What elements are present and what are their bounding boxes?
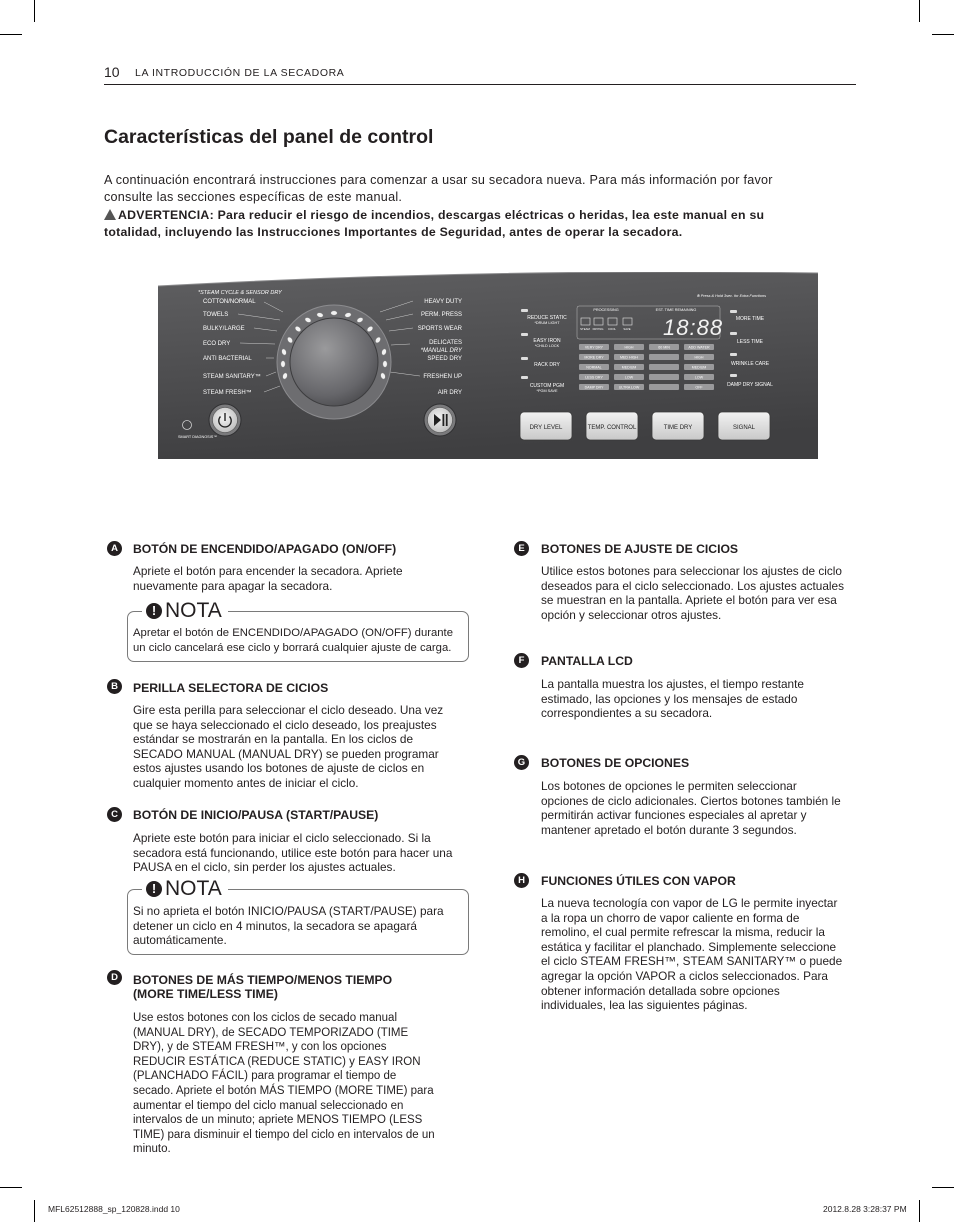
svg-text:*CHILD LOCK: *CHILD LOCK xyxy=(534,344,560,348)
warning-icon xyxy=(104,209,116,220)
svg-text:WRINKLE CARE: WRINKLE CARE xyxy=(730,361,770,367)
crop-mark xyxy=(0,34,22,35)
item-body: La nueva tecnología con vapor de LG le permite inyectar a la ropa un chorro de vapor caliente en forma de remolino, el cual permite refrescar la misma, reducir la estática y facilitar el planchado. Simplemente seleccione el ciclo STEAM FRESH™, STEAM SANITARY™ o puede agregar la opción VAPOR a ciclos seleccionados. Para obtener información detallada sobre opciones individuales, lea las siguientes páginas. xyxy=(541,896,843,1013)
level-label: 60 MIN xyxy=(658,345,670,350)
cycle-label: COTTON/NORMAL xyxy=(203,299,256,305)
level-label: MED HIGH xyxy=(620,355,638,360)
page-title: Características del panel de control xyxy=(104,126,434,148)
item-body: La pantalla muestra los ajustes, el tiempo restante estimado, las opciones y los mensajes de estado correspondientes a su secadora. xyxy=(541,677,804,721)
level-label: HIGH xyxy=(624,345,634,350)
cycle-label: TOWELS xyxy=(203,312,229,318)
svg-text:MORE TIME: MORE TIME xyxy=(735,316,765,322)
footer-timestamp: 2012.8.28 3:28:37 PM xyxy=(823,1204,907,1214)
note-box xyxy=(127,599,469,662)
warning-text: ADVERTENCIA: Para reducir el riesgo de incendios, descargas eléctricas o heridas, lea este manual en su totalidad, incluyendo las Instrucciones Importantes de Seguridad, antes de operar la secadora. xyxy=(104,208,765,239)
note-text: Si no aprieta el botón INICIO/PAUSA (START/PAUSE) para detener un ciclo en 4 minutos, la secadora se apagará automáticamente. xyxy=(133,904,444,948)
display-label: EST. TIME REMAINING xyxy=(655,308,697,312)
hold-note: ✻ Press & Hold 3sec. for Extra Functions xyxy=(696,294,766,298)
exclamation-icon: ! xyxy=(146,881,162,897)
svg-text:SMART DIAGNOSIS™: SMART DIAGNOSIS™ xyxy=(178,435,218,439)
panel-cycle-note: *STEAM CYCLE & SENSOR DRY xyxy=(198,290,282,296)
power-button[interactable] xyxy=(209,404,241,436)
cycle-label: DELICATES xyxy=(429,340,462,346)
level-label: ULTRA LOW xyxy=(618,385,640,390)
signal-button[interactable] xyxy=(718,412,770,440)
item-body: Utilice estos botones para seleccionar los ajustes de ciclo deseados para el ciclo seleccionado. Los ajustes actuales se muestran en la pantalla. Apriete el botón para ver esa opción y seleccionar otros ajustes. xyxy=(541,564,844,622)
svg-text:TEMP. CONTROL: TEMP. CONTROL xyxy=(587,425,637,431)
item-badge-g: G xyxy=(514,755,529,770)
intro-paragraph: A continuación encontrará instrucciones para comenzar a usar su secadora nueva. Para más información por favor consulte las secciones específicas de este manual. xyxy=(104,173,773,204)
svg-text:RACK DRY: RACK DRY xyxy=(534,362,560,368)
svg-text:EASY IRON: EASY IRON xyxy=(533,338,561,344)
svg-text:REDUCE STATIC: REDUCE STATIC xyxy=(527,315,567,321)
time-dry-button[interactable] xyxy=(652,412,704,440)
note-box xyxy=(127,877,469,955)
svg-text:*DRUM LIGHT: *DRUM LIGHT xyxy=(534,321,560,325)
section-label: LA INTRODUCCIÓN DE LA SECADORA xyxy=(135,67,345,79)
process-icon-label: STEAM xyxy=(580,327,590,331)
process-icon-label: DRYING xyxy=(592,327,604,331)
crop-mark xyxy=(0,1187,22,1188)
cycle-label: AIR DRY xyxy=(437,390,462,396)
crop-mark xyxy=(932,34,954,35)
item-heading: BOTÓN DE INICIO/PAUSA (START/PAUSE) xyxy=(133,808,379,822)
item-heading: FUNCIONES ÚTILES CON VAPOR xyxy=(541,874,736,888)
level-label: DAMP DRY xyxy=(584,385,604,390)
note-title: ! NOTA xyxy=(142,877,228,901)
running-head xyxy=(104,64,856,85)
warning-paragraph xyxy=(104,207,816,241)
svg-text:LESS TIME: LESS TIME xyxy=(736,339,764,345)
level-label: MEDIUM xyxy=(621,365,637,370)
item-body: Apriete el botón para encender la secadora. Apriete nuevamente para apagar la secadora. xyxy=(133,564,403,593)
temp-control-button[interactable] xyxy=(586,412,638,440)
cycle-label: FRESHEN UP xyxy=(423,374,462,380)
control-panel-illustration xyxy=(158,272,818,459)
svg-text:*PGM SAVE: *PGM SAVE xyxy=(536,389,558,393)
level-label: LOW xyxy=(694,375,704,380)
item-heading: BOTONES DE OPCIONES xyxy=(541,756,690,770)
cycle-label: ANTI BACTERIAL xyxy=(203,356,252,362)
svg-text:DAMP DRY SIGNAL: DAMP DRY SIGNAL xyxy=(727,382,773,388)
cycle-label: STEAM SANITARY™ xyxy=(203,374,261,380)
level-label: HIGH xyxy=(694,355,704,360)
level-label: VERY DRY xyxy=(584,345,604,350)
item-badge-e: E xyxy=(514,541,529,556)
item-body: Los botones de opciones le permiten seleccionar opciones de ciclo adicionales. Ciertos botones también le permitirán activar funciones especiales al apretar y mantener apretado el botón durante 3 segundos. xyxy=(541,779,841,837)
display-digits: 18:88 xyxy=(663,315,724,340)
item-badge-d: D xyxy=(107,970,122,985)
cycle-label: SPEED DRY xyxy=(427,356,462,362)
item-heading: PANTALLA LCD xyxy=(541,654,633,668)
footer-file-info: MFL62512888_sp_120828.indd 10 xyxy=(48,1204,180,1214)
level-label: LOW xyxy=(624,375,634,380)
level-label: LESS DRY xyxy=(585,375,603,380)
item-heading: BOTONES DE AJUSTE DE CICIOS xyxy=(541,542,739,556)
level-label: ADD WATER xyxy=(688,345,710,350)
cycle-label: SPORTS WEAR xyxy=(417,326,462,332)
start-pause-button[interactable] xyxy=(424,404,456,436)
process-icon-label: SAVE xyxy=(623,327,631,331)
page-number: 10 xyxy=(104,64,120,80)
display-label: PROCESSING xyxy=(593,308,619,312)
cycle-label: STEAM FRESH™ xyxy=(203,390,252,396)
svg-text:TIME DRY: TIME DRY xyxy=(663,425,693,431)
svg-text:DRY LEVEL: DRY LEVEL xyxy=(529,425,563,431)
cycle-label: HEAVY DUTY xyxy=(424,299,462,305)
item-body: Apriete este botón para iniciar el ciclo seleccionado. Si la secadora está funcionando, utilice este botón para hacer una PAUSA en el ciclo, sin perder los ajustes actuales. xyxy=(133,831,453,875)
crop-mark xyxy=(34,1200,35,1222)
item-heading: BOTONES DE MÁS TIEMPO/MENOS TIEMPO (MORE TIME/LESS TIME) xyxy=(133,973,393,1001)
item-body: Gire esta perilla para seleccionar el ciclo deseado. Una vez que se haya seleccionado el ciclo deseado, los preajustes estándar se mostrarán en la pantalla. En los ciclos de SECADO MANUAL (MANUAL DRY) se pueden programar estos ajustes usando los botones de ajuste de ciclos en cualquier momento antes de iniciar el ciclo. xyxy=(133,703,444,790)
cycle-label: ECO DRY xyxy=(203,341,231,347)
item-badge-a: A xyxy=(107,541,122,556)
cycle-label: BULKY/LARGE xyxy=(203,326,245,332)
svg-text:SIGNAL: SIGNAL xyxy=(732,425,756,431)
crop-mark xyxy=(34,0,35,22)
item-body: Use estos botones con los ciclos de secado manual (MANUAL DRY), de SECADO TEMPORIZADO (TIME DRY), y de STEAM FRESH™, y con los opciones REDUCIR ESTÁTICA (REDUCE STATIC) y EASY IRON (PLANCHADO FÁCIL) para programar el tiempo de secado. Apriete el botón MÁS TIEMPO (MORE TIME) para aumentar el tiempo del ciclo manual seleccionado en intervalos de un minuto; apriete MENOS TIEMPO (LESS TIME) para disminuir el tiempo del ciclo en intervalos de un minuto. xyxy=(133,1012,435,1156)
exclamation-icon: ! xyxy=(146,603,162,619)
item-badge-b: B xyxy=(107,679,122,694)
control-panel-svg xyxy=(158,272,818,459)
level-label: MEDIUM xyxy=(691,365,707,370)
item-heading: PERILLA SELECTORA DE CICIOS xyxy=(133,681,329,695)
item-heading: BOTÓN DE ENCENDIDO/APAGADO (ON/OFF) xyxy=(133,542,397,556)
dry-level-button[interactable] xyxy=(520,412,572,440)
level-label: MORE DRY xyxy=(584,355,604,360)
level-label: NORMAL xyxy=(586,365,602,370)
level-label: OFF xyxy=(695,385,703,390)
crop-mark xyxy=(919,0,920,22)
item-badge-f: F xyxy=(514,653,529,668)
item-badge-h: H xyxy=(514,873,529,888)
note-title: ! NOTA xyxy=(142,599,228,623)
cycle-selector-knob[interactable] xyxy=(277,305,391,419)
crop-mark xyxy=(919,1200,920,1222)
cycle-label: PERM. PRESS xyxy=(420,312,462,318)
process-icon-label: COOL xyxy=(608,327,616,331)
crop-mark xyxy=(932,1187,954,1188)
svg-text:CUSTOM PGM: CUSTOM PGM xyxy=(529,383,565,389)
item-badge-c: C xyxy=(107,807,122,822)
cycle-label: *MANUAL DRY xyxy=(420,348,462,354)
note-text: Apretar el botón de ENCENDIDO/APAGADO (ON/OFF) durante un ciclo cancelará ese ciclo y borrará cualquier ajuste de carga. xyxy=(133,627,453,654)
